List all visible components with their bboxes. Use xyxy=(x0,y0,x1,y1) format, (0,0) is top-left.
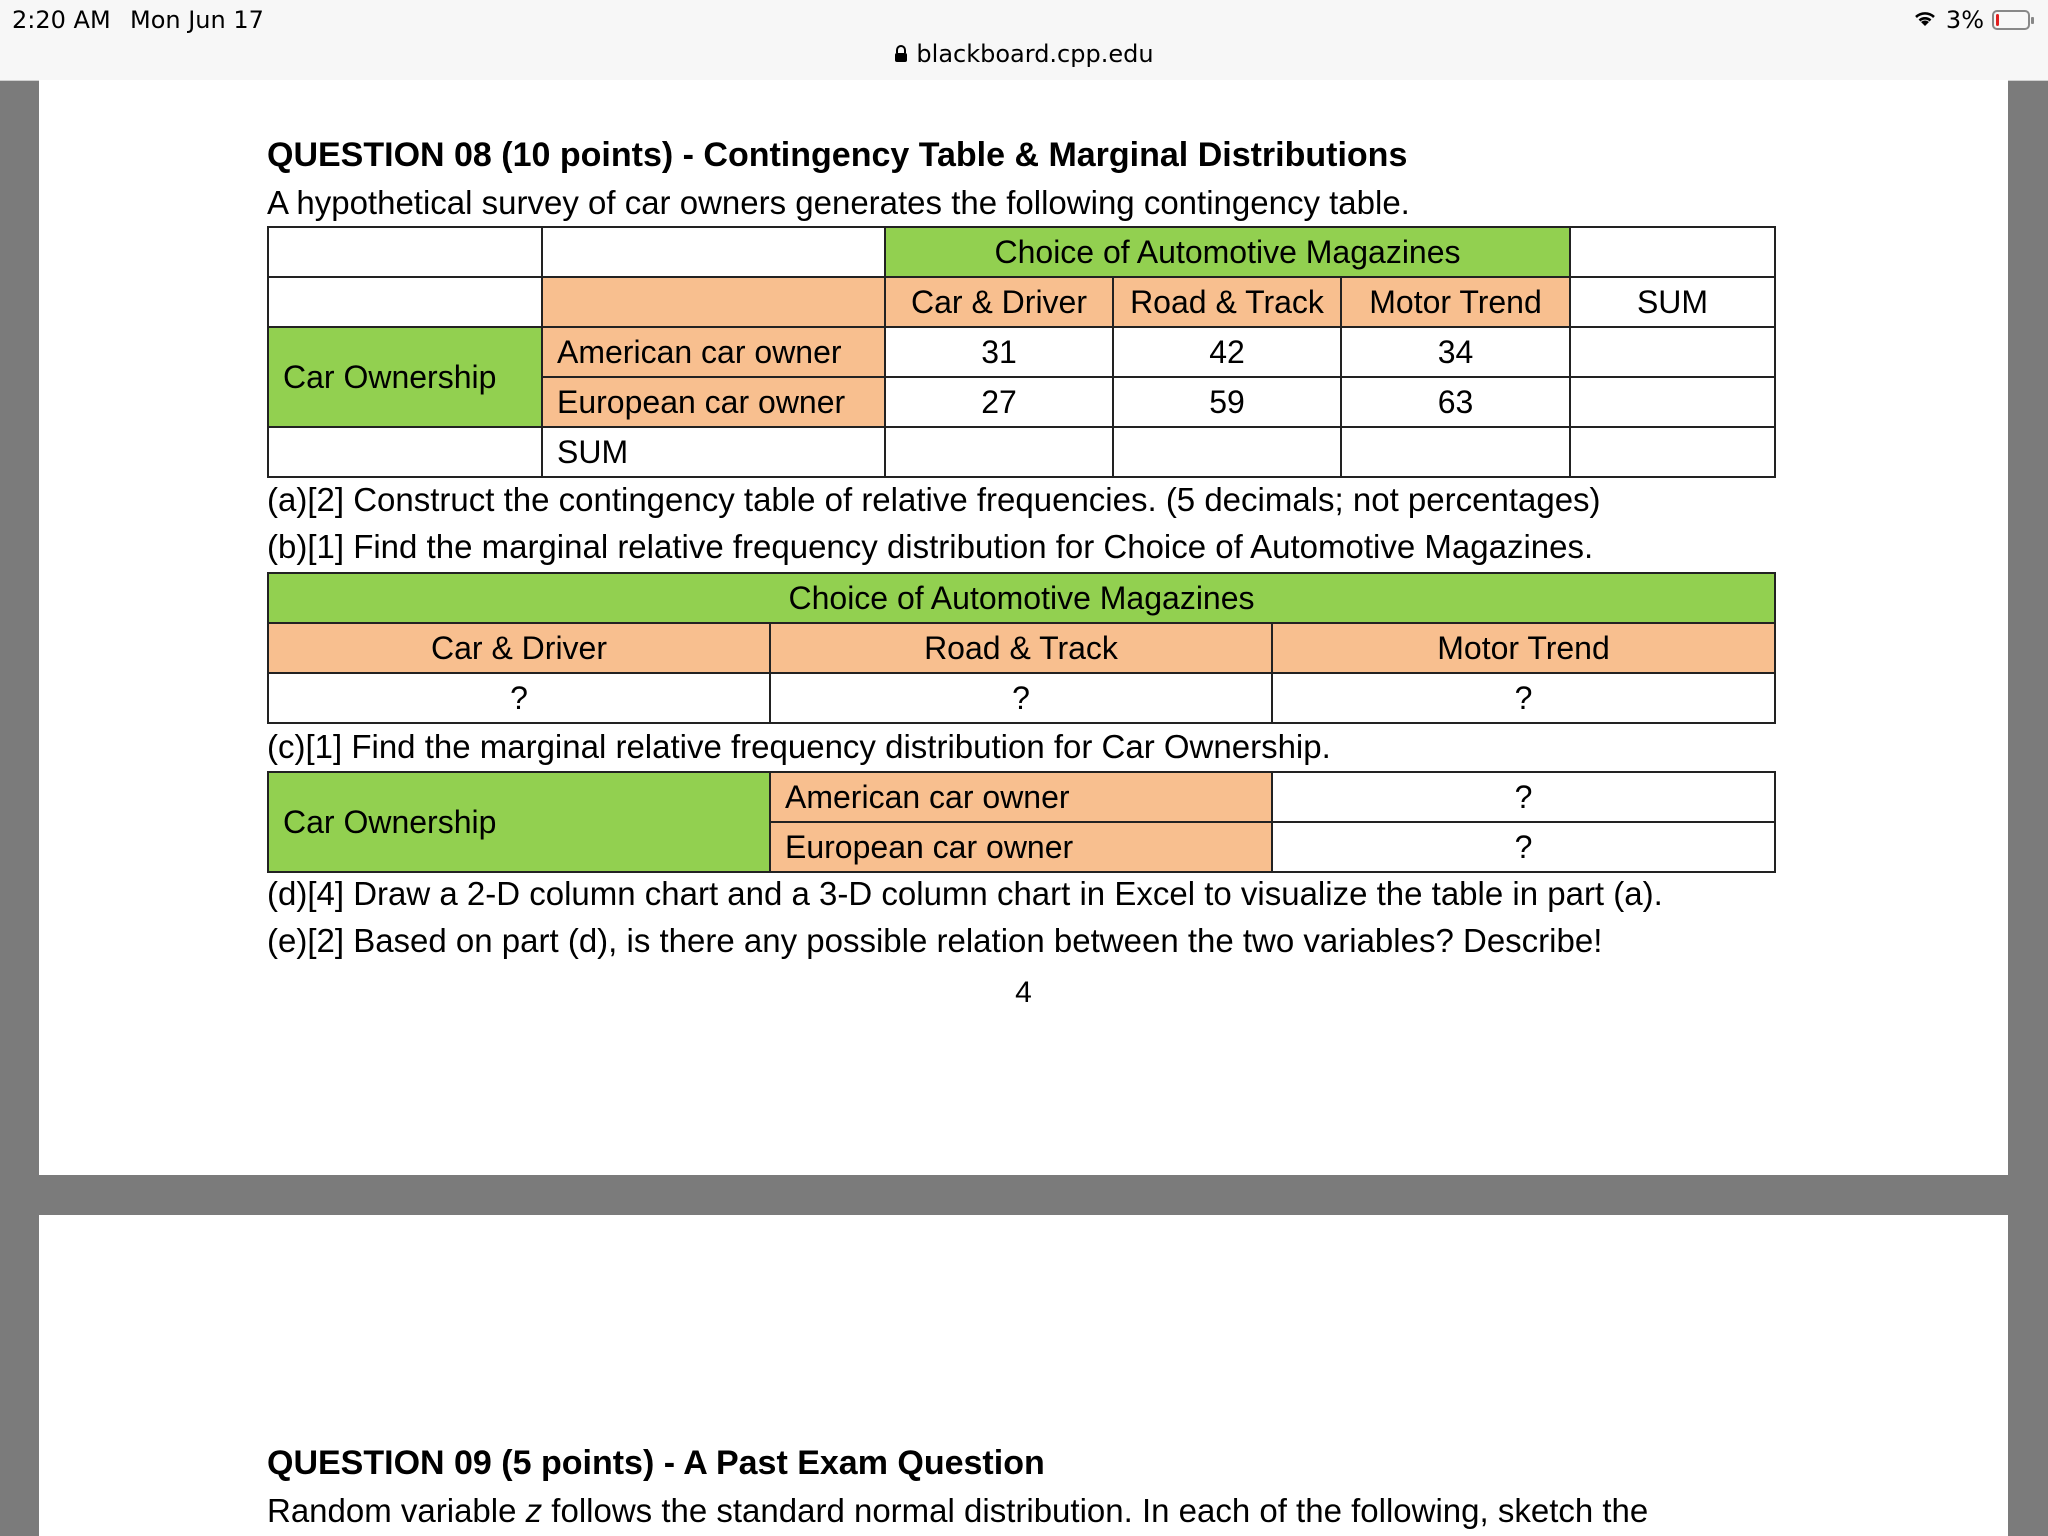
row-label-sum: SUM xyxy=(542,427,885,477)
cell-value: 34 xyxy=(1341,327,1570,377)
address-bar[interactable] xyxy=(0,40,2048,69)
col-header-sum: SUM xyxy=(1570,277,1775,327)
pdf-page-5 xyxy=(39,1215,2008,1536)
part-e-text: (e)[2] Based on part (d), is there any possible relation between the two variables? Describe! xyxy=(267,922,1603,959)
empty-cell xyxy=(268,277,542,327)
magazines-marginal-table xyxy=(267,572,1776,724)
battery-icon xyxy=(1992,10,2030,30)
answer-cell: ? xyxy=(268,673,770,723)
col-header-road-track: Road & Track xyxy=(770,623,1272,673)
col-header-car-driver: Car & Driver xyxy=(268,623,770,673)
q9-variable: z xyxy=(525,1492,543,1529)
magazines-header: Choice of Automotive Magazines xyxy=(268,573,1775,623)
answer-cell: ? xyxy=(770,673,1272,723)
answer-cell: ? xyxy=(1272,673,1775,723)
page-number: 4 xyxy=(1015,976,1032,1009)
empty-cell xyxy=(268,227,542,277)
sum-cell xyxy=(1341,427,1570,477)
col-header-road-track: Road & Track xyxy=(1113,277,1341,327)
q9-text-suffix: follows the standard normal distribution. In each of the following, sketch the xyxy=(542,1492,1649,1529)
pdf-page-4 xyxy=(39,80,2008,1175)
cell-value: 31 xyxy=(885,327,1113,377)
empty-cell xyxy=(1570,227,1775,277)
q9-text-prefix: Random variable xyxy=(267,1492,526,1529)
wifi-icon xyxy=(1912,6,1938,34)
cell-value: 42 xyxy=(1113,327,1341,377)
battery-percent: 3% xyxy=(1945,6,1984,34)
sum-cell xyxy=(1113,427,1341,477)
cell-value: 59 xyxy=(1113,377,1341,427)
contingency-table xyxy=(267,226,1776,478)
empty-cell xyxy=(542,277,885,327)
col-header-car-driver: Car & Driver xyxy=(885,277,1113,327)
answer-cell: ? xyxy=(1272,772,1775,822)
status-date: Mon Jun 17 xyxy=(130,6,264,34)
car-ownership-header: Car Ownership xyxy=(268,327,542,427)
car-ownership-header: Car Ownership xyxy=(268,772,770,872)
status-right xyxy=(1912,6,2030,34)
part-c-text: (c)[1] Find the marginal relative frequency distribution for Car Ownership. xyxy=(267,728,1331,765)
part-a-text: (a)[2] Construct the contingency table of relative frequencies. (5 decimals; not percentages) xyxy=(267,481,1601,518)
lock-icon xyxy=(894,41,908,69)
row-label-european: European car owner xyxy=(542,377,885,427)
url-text: blackboard.cpp.edu xyxy=(916,40,1154,68)
answer-cell: ? xyxy=(1272,822,1775,872)
question-09-text xyxy=(267,1492,1648,1530)
sum-cell xyxy=(1570,377,1775,427)
ownership-marginal-table xyxy=(267,771,1776,873)
question-09-title: QUESTION 09 (5 points) - A Past Exam Question xyxy=(267,1444,1045,1482)
sum-cell xyxy=(885,427,1113,477)
status-time: 2:20 AM xyxy=(12,6,111,34)
part-b-text: (b)[1] Find the marginal relative frequency distribution for Choice of Automotive Magazines. xyxy=(267,528,1594,565)
question-08-intro: A hypothetical survey of car owners generates the following contingency table. xyxy=(267,184,1410,221)
row-label-european: European car owner xyxy=(770,822,1272,872)
status-bar xyxy=(0,0,2048,81)
question-08-title: QUESTION 08 (10 points) - Contingency Table & Marginal Distributions xyxy=(267,136,1408,174)
sum-cell xyxy=(1570,327,1775,377)
row-label-american: American car owner xyxy=(542,327,885,377)
col-header-motor-trend: Motor Trend xyxy=(1272,623,1775,673)
empty-cell xyxy=(268,427,542,477)
col-header-motor-trend: Motor Trend xyxy=(1341,277,1570,327)
cell-value: 27 xyxy=(885,377,1113,427)
part-d-text: (d)[4] Draw a 2-D column chart and a 3-D column chart in Excel to visualize the table in part (a). xyxy=(267,875,1663,912)
sum-cell xyxy=(1570,427,1775,477)
magazines-header: Choice of Automotive Magazines xyxy=(885,227,1570,277)
empty-cell xyxy=(542,227,885,277)
row-label-american: American car owner xyxy=(770,772,1272,822)
cell-value: 63 xyxy=(1341,377,1570,427)
